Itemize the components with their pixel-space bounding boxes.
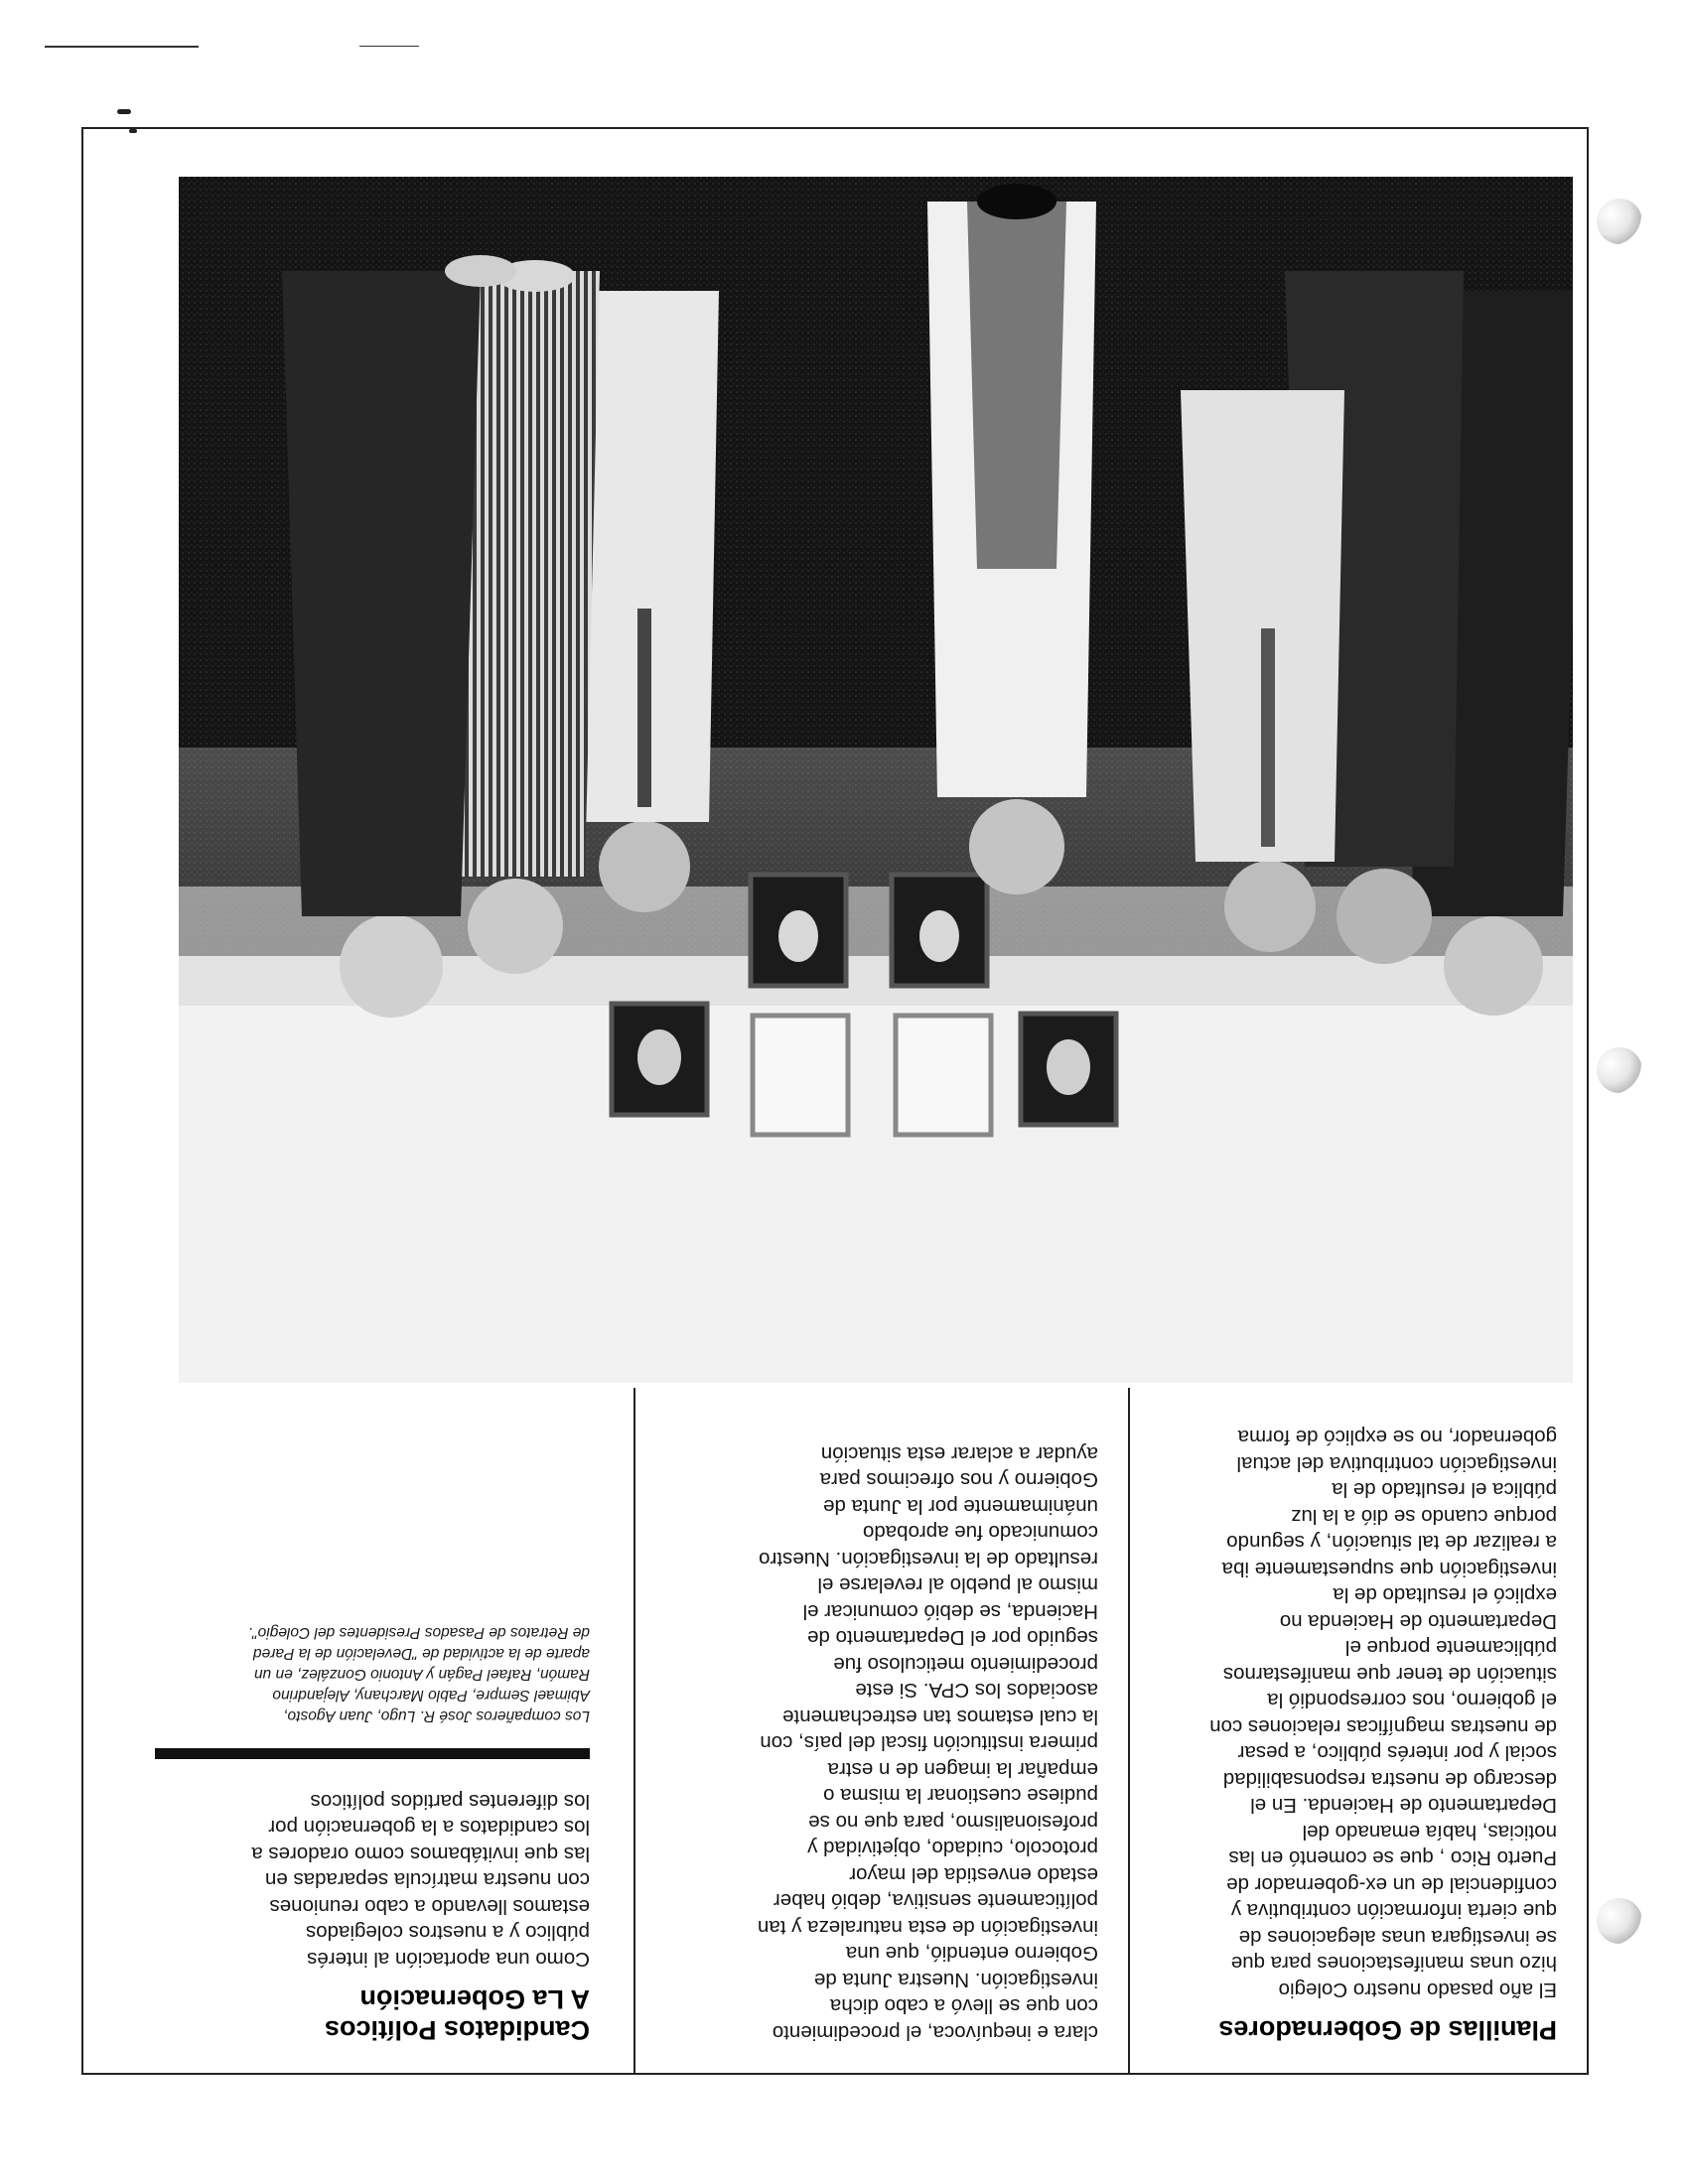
newsletter-page <box>81 127 1589 2075</box>
article-candidatos-headline: Candidatos Políticos A La Gobernación <box>324 1983 590 2045</box>
punch-hole-bottom <box>1597 1898 1642 1944</box>
photo-caption: Los compañeros José R. Lugo, Juan Agosto, Abimael Sempre, Pablo Marchany, Alejandrino Ramón, Rafael Pagán y Antonio González, en un aparte de la actividad de "Develación de la Pared de Retratos de Pasados Presidentes del Colegio". <box>247 1624 590 1725</box>
scan-top-rule-right <box>359 46 419 47</box>
caption-divider <box>155 1748 590 1759</box>
punch-hole-middle <box>1597 1047 1642 1093</box>
punch-hole-top <box>1597 199 1642 244</box>
scan-top-rule-left <box>45 46 199 48</box>
article-planillas <box>1128 1388 1587 2073</box>
article-planillas-headline: Planillas de Gobernadores <box>1218 2015 1557 2045</box>
article-planillas-continued <box>633 1388 1128 2073</box>
group-photo <box>179 177 1573 1383</box>
article-planillas-continued-body: clara e inequívoca, el procedimiento con que se llevó a cabo dicha investigación. Nuestra Junta de Gobierno entendió, que una investigación de esta naturaleza y tan políticamente sensitiva, debió haber estado envestida del mayor protocolo, cuidado, objetividad y profesionalismo, para que no se pudiese cuestionar la misma o empañar la imagen de n estra primera institución fiscal del país, con la cual estamos tan estrechamente asociados los CPA. Si este procedimiento meticuloso fue seguido por el Departamento de Hacienda, se debió comunicar el mismo al pueblo al revelarse el resultado de la investigación. Nuestro comunicado fue aprobado unánimamente por la Junta de Gobierno y nos ofrecimos para ayudar a aclarar esta situación <box>757 1442 1098 2044</box>
article-planillas-body: El año pasado nuestro Colegio hizo unas manifestaciones para que se investigara unas alegaciones de que cierta información contributiva y confidencial de un ex-gobernador de Puerto Rico , que se comentó en las noticias, había emanado del Departamento de Hacienda. En el descargo de nuestra responsabilidad social y por interés público, a pesar de nuestras magníficas relaciones con el gobierno, nos correspondió la situación de tener que manifestarnos públicamente porque el Departamento de Hacienda no explicó el resultado de la investigación que supuestamente iba a realizar de tal situación, y segundo porque cuando se dió a la luz pública el resultado de la investigación contributiva del actual gobernador, no se explicó de forma <box>1209 1426 1557 2001</box>
group-photo-illustration <box>179 177 1573 1383</box>
article-candidatos-body: Como una aportación al interés público y a nuestros colegiados estamos llevando a cabo reuniones con nuestra matrícula separadas en las que invitábamos como oradores a los candidatos a la gobernación por los diferentes partidos políticos <box>251 1789 590 1971</box>
article-columns <box>83 1388 1587 2073</box>
scan-smudge <box>117 109 131 114</box>
article-candidatos <box>79 1388 633 2073</box>
